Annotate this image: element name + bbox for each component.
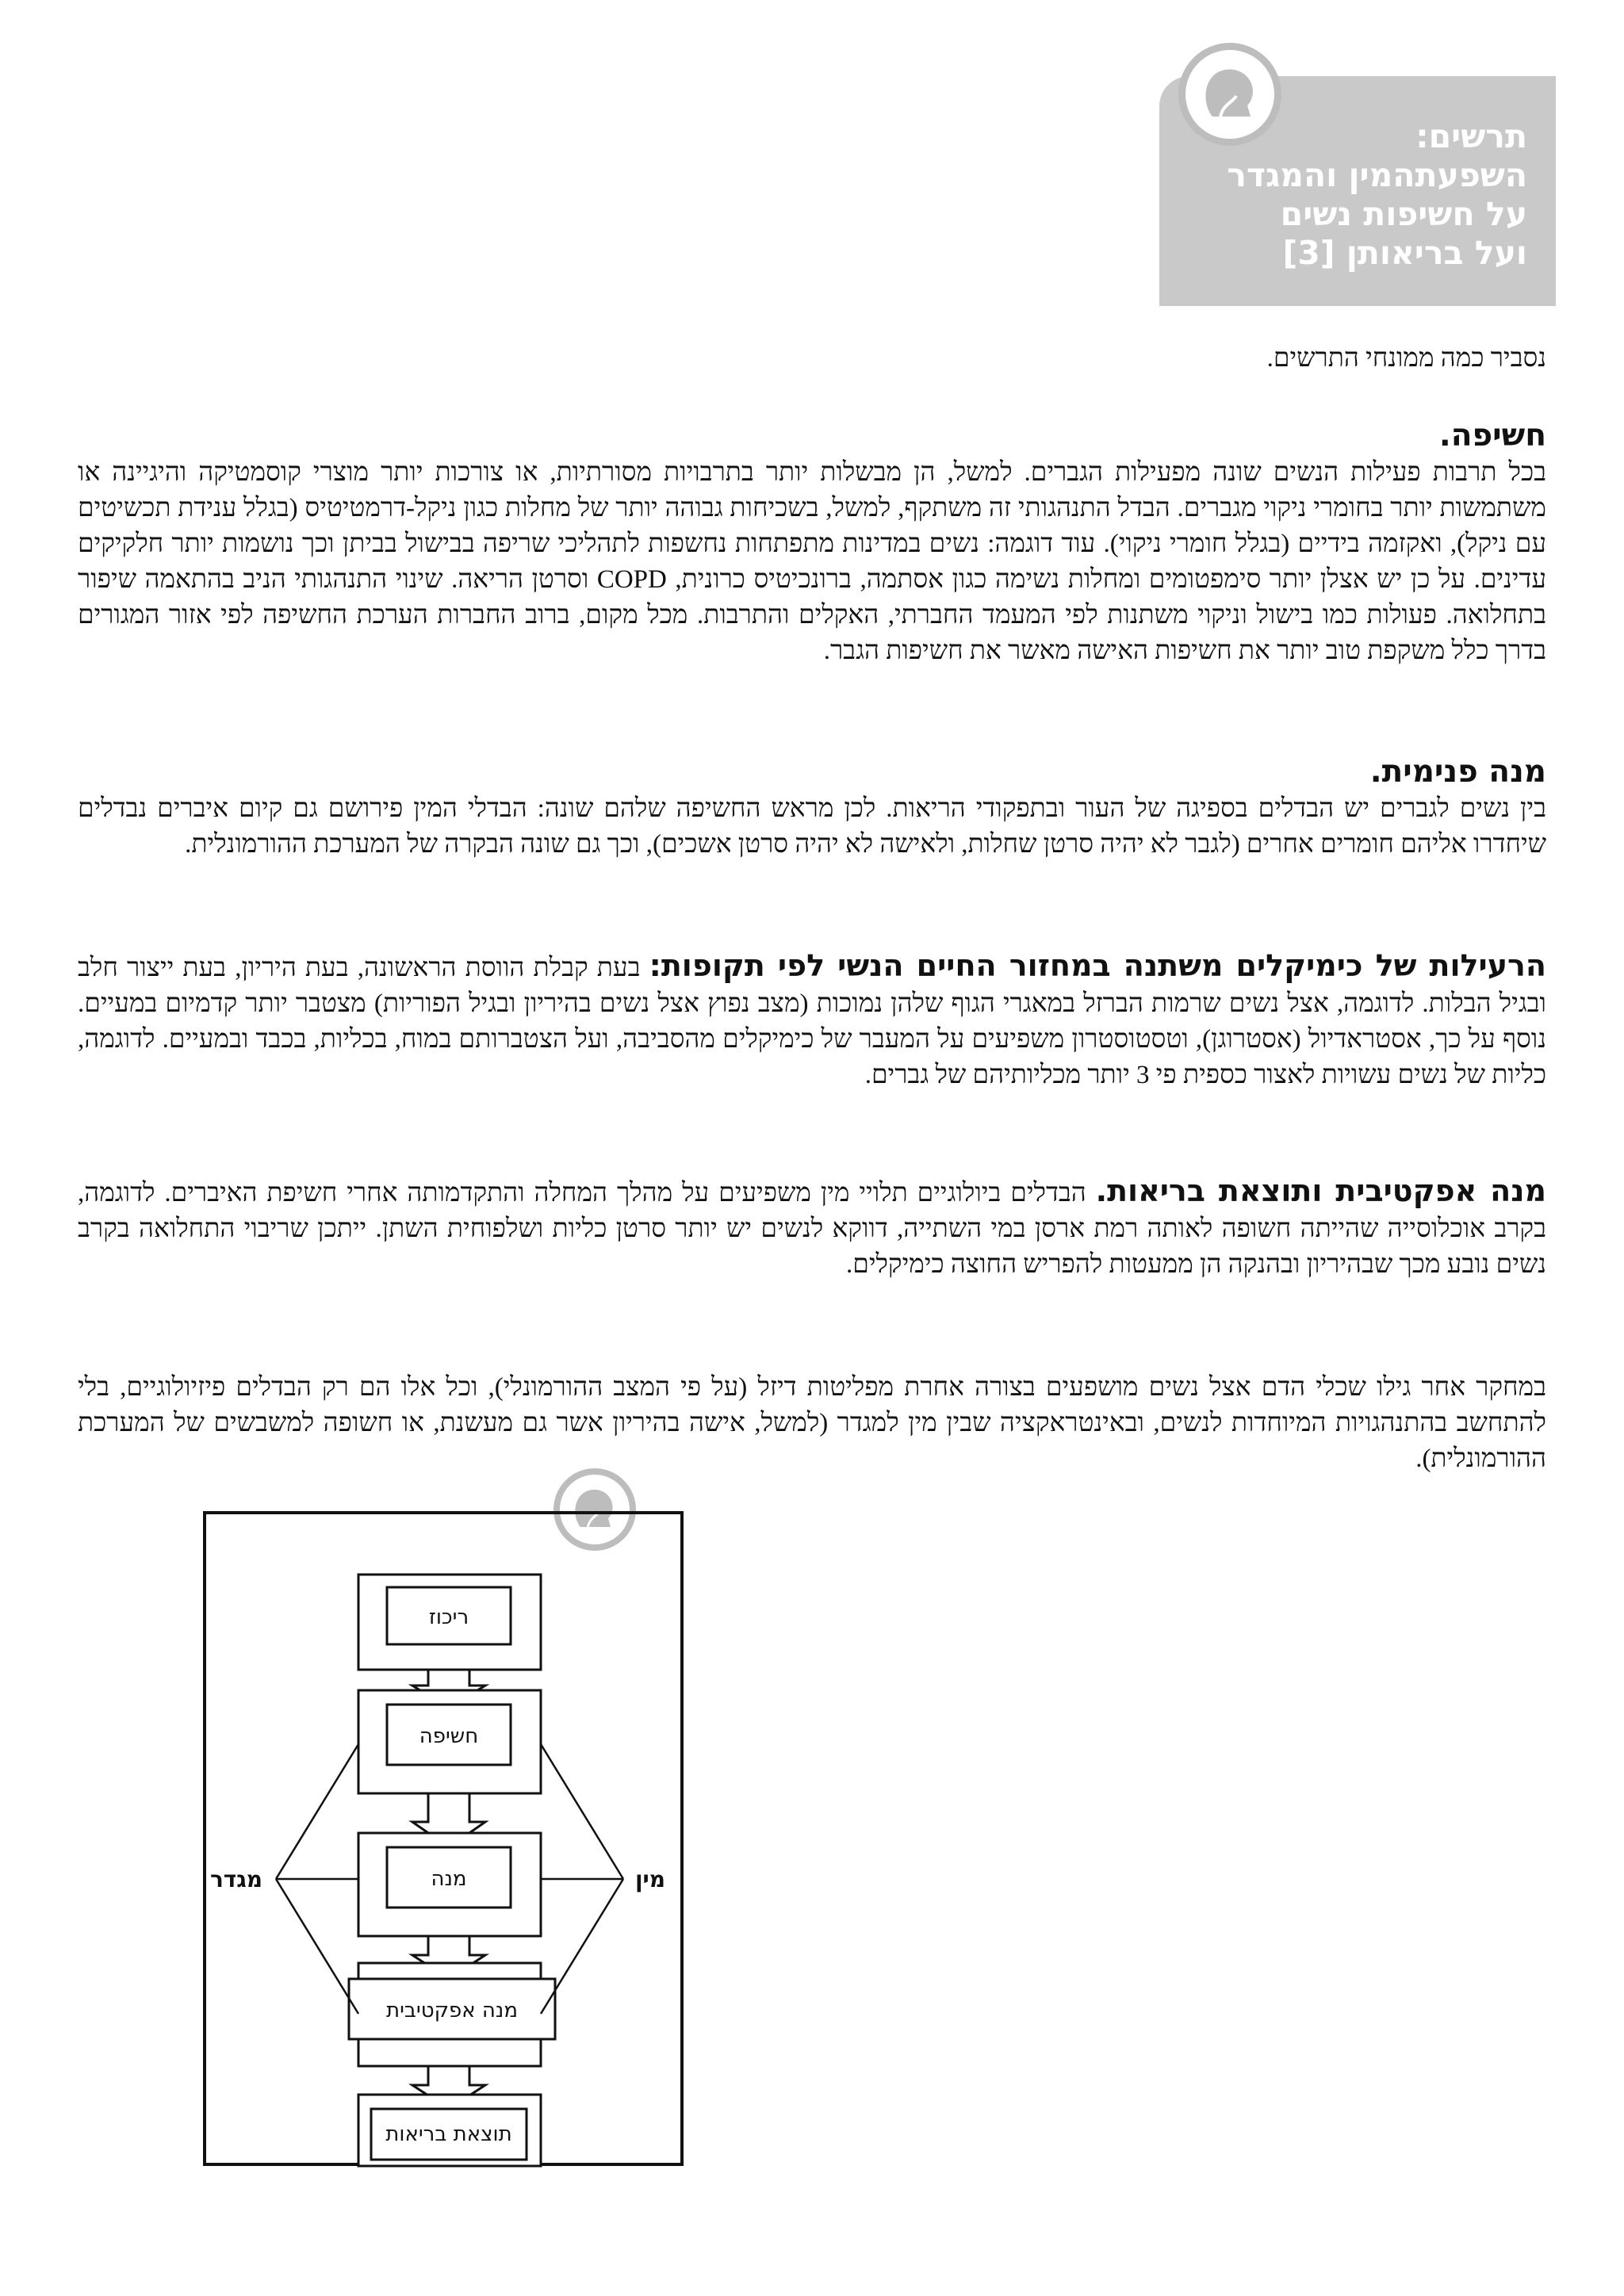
section-text: בכל תרבות פעילות הנשים שונה מפעילות הגברים. למשל, הן מבשלות יותר בתרבויות מסורתיות, או צורכות יותר מוצרי קוסמטיקה והיגיינה או משתמשות יותר בחומרי ניקוי מגברים. הבדל התנהגותי זה משתקף, למשל, בשכיחות גבוהה יותר של מחלות כגון ניקל-דרמטיטיס (בגלל ענידת תכשיטים עם ניקל), ואקזמה בידיים (בגלל חומרי ניקוי). עוד דוגמה: נשים במדינות מתפתחות נחשפות לתהליכי שריפה בבישול בביתן וכך נושמות יותר חלקיקים עדינים. על כן יש אצלן יותר סימפטומים ומחלות נשימה כגון אסתמה, ברונכיטיס כרונית, COPD וסרטן הריאה. שינוי התנהגותי הניב בהתאמה שיפור בתחלואה. פעולות כמו בישול וניקוי משתנות לפי המעמד החברתי, האקלים והתרבות. מכל מקום, ברוב החברות הערכת החשיפה לפי אזור המגורים בדרך כלל משקפת טוב יותר את חשיפות האישה מאשר את חשיפות הגבר.: [78, 458, 1546, 665]
section-heading: מנה פנימית.: [1369, 754, 1546, 790]
section-effective-dose: [78, 1173, 1546, 1283]
influence-line: [541, 1744, 623, 1879]
section-paragraph: [78, 1173, 1546, 1283]
title-line: ועל בריאותן [3]: [1282, 234, 1527, 272]
box-label: חשיפה: [419, 1724, 479, 1748]
box-label: מנה אפקטיבית: [386, 1999, 518, 2022]
title-line: תרשים:: [1415, 117, 1527, 155]
section-text: הבדלים ביולוגיים תלויי מין משפיעים על מהלך המחלה והתקדמותה אחרי חשיפת האיברים. לדוגמה, בקרב אוכלוסייה שהייתה חשופה לאותה רמת ארסן במי השתייה, דווקא לנשים יש יותר סרטן כליות ושלפוחית השתן. ייתכן שריבוי התחלואה בקרב נשים נובע מכך שבהיריון ובהנקה הן ממעטות להפריש החוצה כימיקלים.: [78, 1179, 1546, 1279]
section-internal-dose: [78, 753, 1546, 863]
title-line: על חשיפות נשים: [1280, 195, 1527, 233]
section-heading: חשיפה.: [1438, 418, 1546, 453]
page-title: [1159, 117, 1527, 273]
intro-text: נסביר כמה ממונחי התרשים.: [1266, 344, 1546, 373]
gender-label: מגדר: [209, 1866, 263, 1892]
section-lead: הרעילות של כימיקלים משתנה במחזור החיים הנשי לפי תקופות:: [649, 948, 1546, 983]
influence-line: [541, 1879, 623, 2014]
section-toxicity: [78, 948, 1546, 1093]
section-paragraph: [78, 948, 1546, 1093]
section-closing: [78, 1370, 1546, 1477]
section-text: במחקר אחר גילו שכלי הדם אצל נשים מושפעים בצורה אחרת מפליטות דיזל (על פי המצב ההורמונלי), וכל אלו הם רק הבדלים פיזיולוגיים, בלי להתחשב בהתנהגויות המיוחדות לנשים, ובאינטראקציה שבין מין למגדר (למשל, אישה בהיריון אשר גם מעשנת, או חשופה למשבשים של המערכת ההורמונלית).: [78, 1373, 1546, 1473]
influence-line: [276, 1744, 358, 1879]
influence-line: [276, 1879, 358, 2014]
box-label: תוצאת בריאות: [385, 2122, 512, 2146]
sex-label: מין: [634, 1866, 666, 1892]
flow-diagram: [190, 1506, 698, 2172]
section-lead: מנה אפקטיבית ותוצאת בריאות.: [1095, 1173, 1546, 1208]
box-label: מנה: [431, 1867, 467, 1891]
section-exposure: [78, 417, 1546, 669]
title-line: השפעתהמין והמגדר: [1227, 156, 1527, 194]
section-text: בין נשים לגברים יש הבדלים בספיגה של העור ובתפקודי הריאות. לכן מראש החשיפה שלהם שונה: הבדלי המין פירושם גם קיום איברים נבדלים שיחדרו אליהם חומרים אחרים (לגבר לא יהיה סרטן שחלות, ולאישה לא יהיה סרטן אשכים), וכך גם שונה הבקרה של המערכת ההורמונלית.: [78, 794, 1546, 859]
box-label: ריכוז: [428, 1605, 469, 1629]
section-text: בעת קבלת הווסת הראשונה, בעת היריון, בעת ייצור חלב ובגיל הבלות. לדוגמה, אצל נשים שרמות הברזל במאגרי הגוף שלהן נמוכות (מצב נפוץ אצל נשים בהיריון ובגיל הפוריות) מצטבר יותר קדמיום במעיים. נוסף על כך, אסטראדיול (אסטרוגן), וטסטוסטרון משפיעים על המעבר של כימיקלים מהסביבה, ועל הצטברותם במוח, בכליות, בכבד ובמעיים. לדוגמה, כליות של נשים עשויות לאצור כספית פי 3 יותר מכליותיהם של גברים.: [78, 954, 1546, 1089]
